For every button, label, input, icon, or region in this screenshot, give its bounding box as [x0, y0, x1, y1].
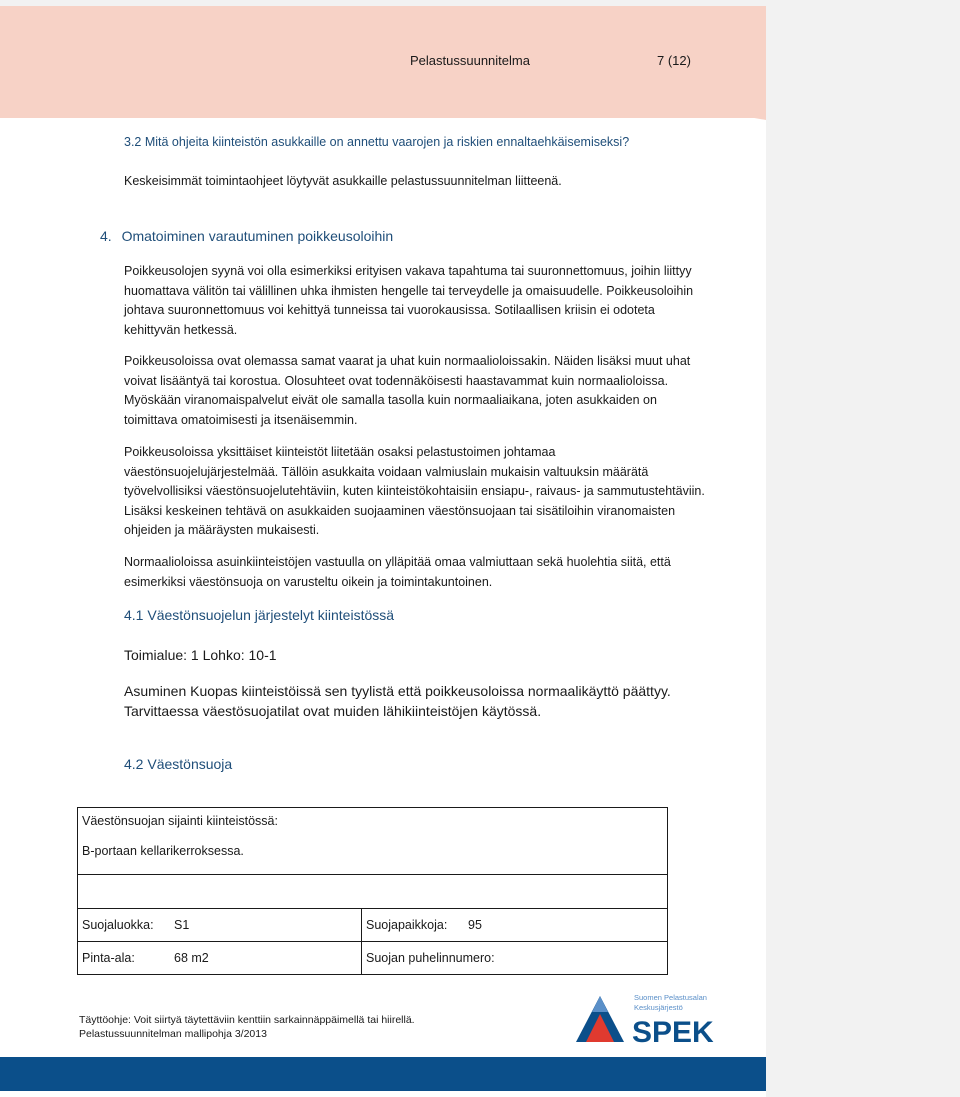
paragraph-line: esimerkiksi väestönsuoja on varusteltu oikein ja toimintakuntoinen.	[124, 574, 493, 589]
table-row	[78, 909, 668, 942]
class-cell[interactable]	[78, 909, 362, 942]
paragraph-line: Lisäksi keskeinen tehtävä on asukkaiden suojaaminen väestönsuojaan tai sisätiloihin viranomaisten	[124, 503, 676, 518]
location-cell[interactable]	[78, 808, 668, 875]
paragraph-line: Poikkeusoloissa yksittäiset kiinteistöt liitetään osaksi pelastustoimen johtamaa	[124, 445, 556, 459]
section-4-1-text	[124, 681, 671, 721]
paragraph-2	[124, 352, 724, 430]
section-4-1-heading: 4.1 Väestönsuojelun järjestelyt kiinteistössä	[124, 607, 395, 623]
places-value[interactable]: 95	[468, 918, 482, 932]
location-value[interactable]: B-portaan kellarikerroksessa.	[82, 844, 244, 858]
footer-band	[0, 1057, 766, 1091]
places-cell[interactable]	[362, 909, 668, 942]
paragraph-line: Normaalioloissa asuinkiinteistöjen vastuulla on ylläpitää omaa valmiuttaan sekä huolehtia siitä, että	[124, 555, 671, 569]
location-label: Väestönsuojan sijainti kiinteistössä:	[82, 814, 278, 828]
paragraph-line: Myöskään viranomaispalvelut eivät ole samalla tasolla kuin normaaliaikana, joten asukkaiden on	[124, 393, 657, 408]
section-4-title: Omatoiminen varautuminen poikkeusoloihin	[121, 228, 394, 244]
paragraph-line: työvelvollisiksi väestönsuojelutehtäviin, kuten kiinteistökohtaisiin ensiapu-, raivaus- ja sammutustehtäviin.	[124, 484, 705, 499]
logo-org-line1: Suomen Pelastusalan	[634, 993, 707, 1002]
empty-cell[interactable]	[78, 875, 668, 909]
spek-logo-mark	[576, 996, 624, 1042]
table-row	[78, 875, 668, 909]
spek-logo	[576, 990, 721, 1046]
page-margin-shade	[766, 0, 960, 1097]
paragraph-3	[124, 443, 724, 541]
class-value[interactable]: S1	[174, 918, 190, 932]
document-title: Pelastussuunnitelma	[410, 53, 530, 68]
paragraph-line: Poikkeusolojen syynä voi olla esimerkiksi erityisen vakava tapahtuma tai suuronnettomuus, joihin liittyy	[124, 264, 692, 278]
header-curve	[0, 80, 766, 140]
page-number: 7 (12)	[657, 53, 691, 68]
places-label: Suojapaikkoja:	[366, 918, 448, 932]
area-value[interactable]: 68 m2	[174, 951, 209, 965]
text-line: Tarvittaessa väestösuojatilat ovat muiden lähikiinteistöjen käytössä.	[124, 703, 542, 719]
paragraph-line: johtava suuronnettomuus voi kehittyä tunneissa tai vuorokausissa. Sotilaallisen kriisin ei odoteta	[124, 303, 655, 318]
section-3-2-body: Keskeisimmät toimintaohjeet löytyvät asukkaille pelastussuunnitelman liitteenä.	[124, 174, 562, 188]
footer-template-version: Pelastussuunnitelman mallipohja 3/2013	[79, 1028, 267, 1040]
table-row	[78, 942, 668, 975]
area-label: Pinta-ala:	[82, 951, 135, 965]
logo-org-line2: Keskusjärjestö	[634, 1003, 683, 1012]
paragraph-line: huomattava välitön tai välillinen uhka ihmisten hengelle tai terveydelle ja omaisuudelle. Poikkeusoloihin	[124, 283, 694, 298]
shelter-info-table	[77, 807, 668, 975]
paragraph-line: Poikkeusoloissa ovat olemassa samat vaarat ja uhat kuin normaalioloissakin. Näiden lisäksi muut uhat	[124, 354, 691, 368]
class-label: Suojaluokka:	[82, 918, 154, 932]
paragraph-1	[124, 262, 724, 340]
section-4-heading	[100, 228, 393, 244]
phone-label: Suojan puhelinnumero:	[366, 951, 495, 965]
paragraph-line: väestönsuojelujärjestelmää. Tällöin asukkaita voidaan valmiuslain mukaisin valtuuksin määrätä	[124, 464, 649, 479]
toimialue-line: Toimialue: 1 Lohko: 10-1	[124, 647, 277, 663]
section-4-number: 4.	[100, 228, 112, 244]
text-line: Asuminen Kuopas kiinteistöissä sen tyylistä että poikkeusoloissa normaalikäyttö päättyy.	[124, 683, 671, 699]
section-4-2-heading: 4.2 Väestönsuoja	[124, 756, 233, 772]
phone-cell[interactable]	[362, 942, 668, 975]
logo-wordmark: SPEK	[632, 1016, 714, 1046]
footer-instructions: Täyttöohje: Voit siirtyä täytettäviin kenttiin sarkainnäppäimellä tai hiirellä.	[79, 1014, 415, 1026]
area-cell[interactable]	[78, 942, 362, 975]
paragraph-line: kehittyvän hetkessä.	[124, 322, 238, 337]
section-3-2-heading: 3.2 Mitä ohjeita kiinteistön asukkaille on annettu vaarojen ja riskien ennaltaehkäisemiseksi?	[124, 135, 630, 149]
paragraph-line: voivat lisääntyä tai korostua. Olosuhteet ovat todennäköisesti haastavammat kuin normaalioloissa.	[124, 373, 669, 388]
paragraph-line: ohjeiden ja määräysten mukaisesti.	[124, 523, 320, 538]
paragraph-line: toimittava omatoimisesti ja itsenäisemmin.	[124, 412, 358, 427]
paragraph-4	[124, 553, 724, 592]
table-row	[78, 808, 668, 875]
